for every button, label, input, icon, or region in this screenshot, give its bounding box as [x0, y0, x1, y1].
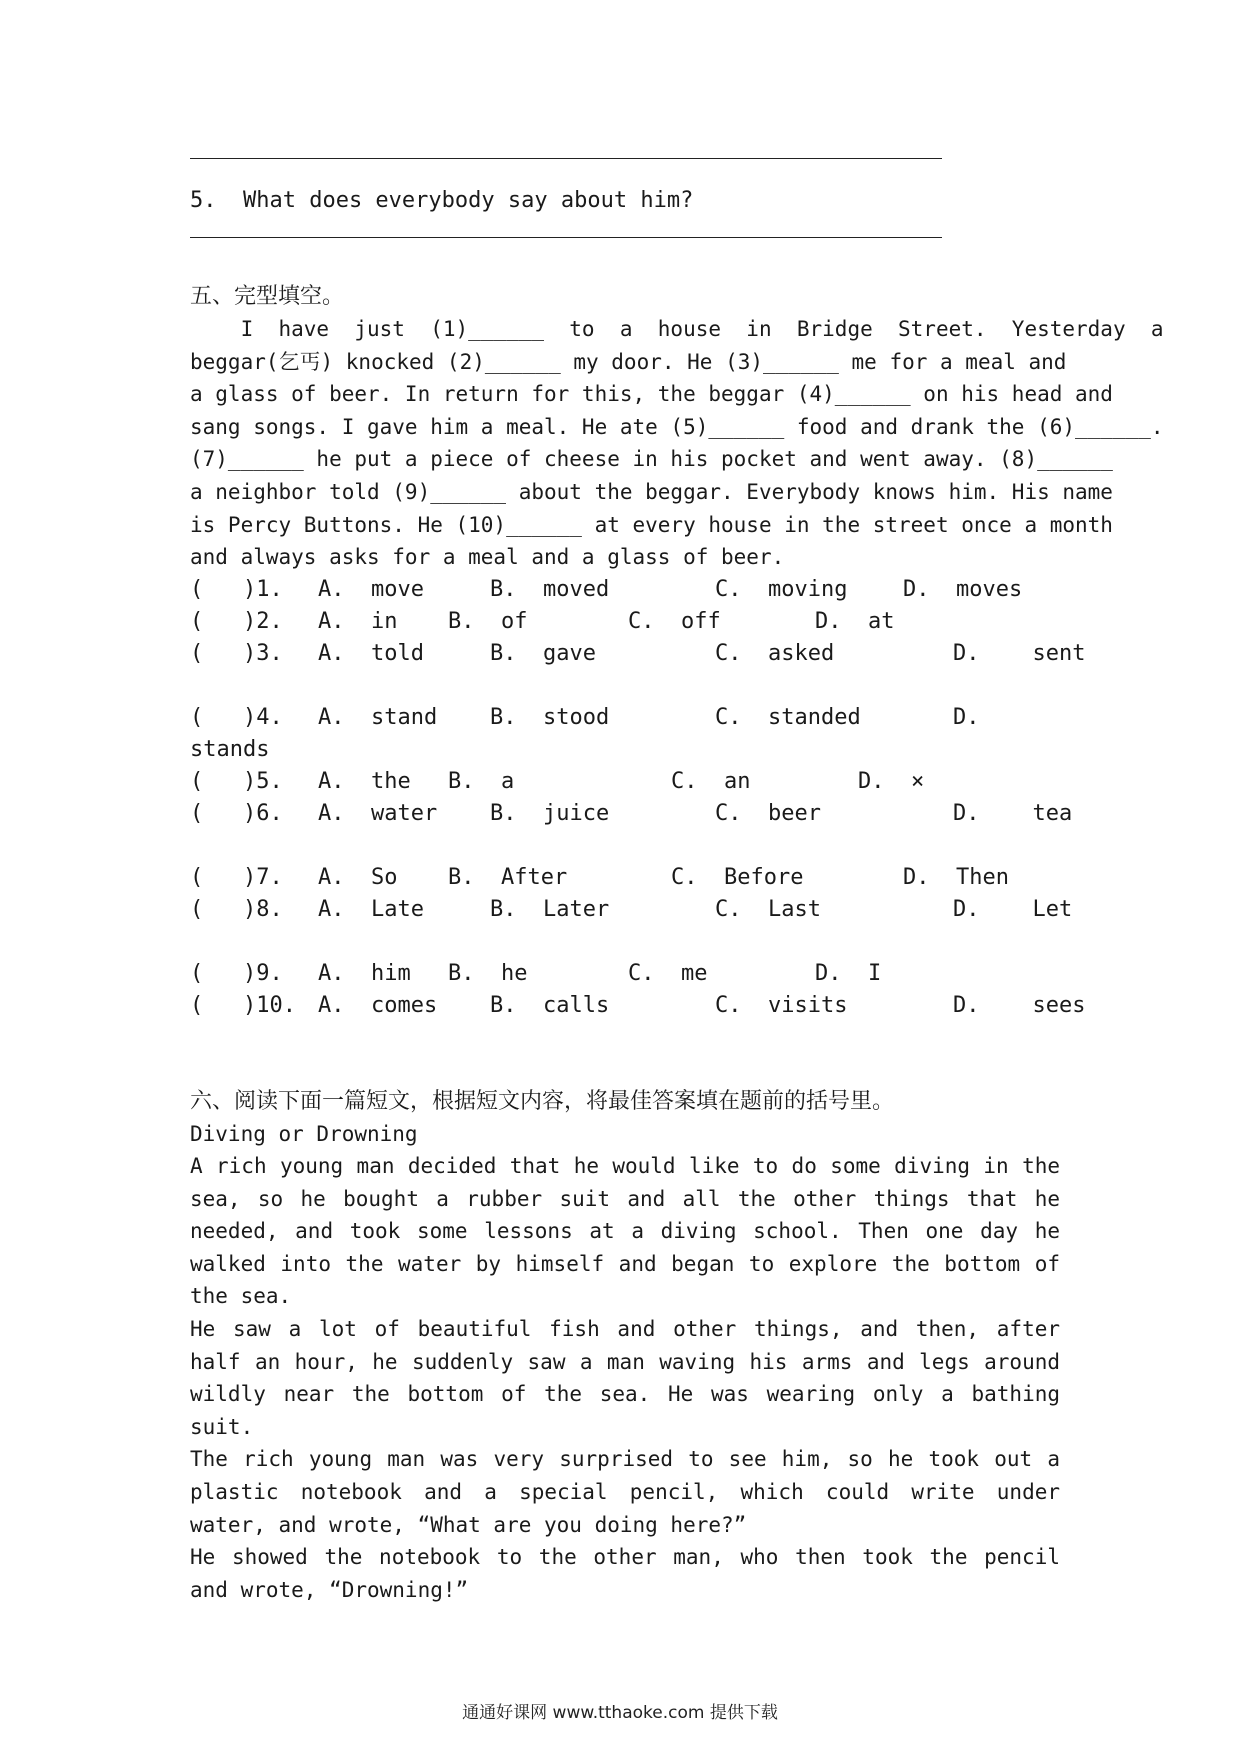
- cloze-passage: [190, 313, 1164, 574]
- option-row-1: [190, 574, 1070, 606]
- option-a: A. him: [318, 961, 411, 986]
- option-b: B. stood: [490, 705, 610, 730]
- option-d: D. I: [815, 961, 882, 986]
- option-b: B. gave: [490, 641, 596, 666]
- answer-bracket[interactable]: ( )1.: [190, 577, 283, 602]
- reading-passage: [190, 1150, 1060, 1606]
- question-5: 5. What does everybody say about him?: [190, 188, 694, 213]
- reading-paragraph: He showed the notebook to the other man, who then took the pencil and wrote, “Drowning!”: [190, 1545, 1060, 1602]
- option-row-4-wrap: [190, 734, 1070, 766]
- passage-line: beggar(乞丐) knocked (2)______ my door. He (3)______ me for a meal and: [190, 349, 1067, 374]
- reading-title: Diving or Drowning: [190, 1122, 418, 1146]
- option-row-3: [190, 638, 1086, 670]
- option-c: C. standed: [715, 705, 861, 730]
- answer-bracket[interactable]: ( )6.: [190, 801, 283, 826]
- answer-bracket[interactable]: ( )8.: [190, 897, 283, 922]
- answer-bracket[interactable]: ( )10.: [190, 993, 296, 1018]
- option-b: B. After: [448, 865, 568, 890]
- option-c: C. off: [628, 609, 721, 634]
- option-a: A. in: [318, 609, 398, 634]
- option-d: D. sent: [953, 641, 1086, 666]
- passage-line: a neighbor told (9)______ about the beggar. Everybody knows him. His name: [190, 479, 1113, 504]
- passage-line: a glass of beer. In return for this, the beggar (4)______ on his head and: [190, 382, 1113, 407]
- section-5-heading: 五、完型填空。: [190, 284, 345, 309]
- option-c: C. Before: [671, 865, 804, 890]
- passage-line: sang songs. I gave him a meal. He ate (5)______ food and drank the (6)______.: [190, 414, 1164, 439]
- answer-bracket[interactable]: ( )9.: [190, 961, 283, 986]
- answer-bracket[interactable]: ( )7.: [190, 865, 283, 890]
- answer-bracket[interactable]: ( )4.: [190, 705, 283, 730]
- passage-line: and always asks for a meal and a glass of beer.: [190, 545, 785, 570]
- option-c: C. moving: [715, 577, 848, 602]
- option-d: D. tea: [953, 801, 1073, 826]
- option-d-wrap: stands: [190, 737, 270, 762]
- option-b: B. Later: [490, 897, 610, 922]
- option-b: B. moved: [490, 577, 610, 602]
- option-a: A. comes: [318, 993, 438, 1018]
- option-a: A. water: [318, 801, 438, 826]
- option-a: A. told: [318, 641, 424, 666]
- option-b: B. a: [448, 769, 515, 794]
- answer-bracket[interactable]: ( )5.: [190, 769, 283, 794]
- option-b: B. of: [448, 609, 528, 634]
- reading-paragraph: The rich young man was very surprised to see him, so he took out a plastic notebook and a special pencil, which could write under water, and wrote, “What are you doing here?”: [190, 1447, 1060, 1537]
- option-d: D. ×: [858, 769, 925, 794]
- option-a: A. stand: [318, 705, 438, 730]
- option-d: D. at: [815, 609, 895, 634]
- option-d: D.: [953, 705, 980, 730]
- option-a: A. the: [318, 769, 411, 794]
- option-row-9: [190, 958, 1070, 990]
- option-row-4: [190, 702, 1070, 734]
- option-row-5: [190, 766, 1070, 798]
- page-footer: 通通好课网 www.tthaoke.com 提供下载: [462, 1703, 778, 1723]
- reading-paragraph: He saw a lot of beautiful fish and other things, and then, after half an hour, he suddenly saw a man waving his arms and legs around wildly near the bottom of the sea. He was wearing only a bathing suit.: [190, 1316, 1060, 1439]
- option-c: C. beer: [715, 801, 821, 826]
- option-row-8: [190, 894, 1073, 926]
- option-a: A. move: [318, 577, 424, 602]
- option-b: B. he: [448, 961, 528, 986]
- option-c: C. visits: [715, 993, 848, 1018]
- reading-paragraph: A rich young man decided that he would like to do some diving in the sea, so he bought a rubber suit and all the other things that he needed, and took some lessons at a diving school. Then one day he walked into the water by himself and began to explore the bottom of the sea.: [190, 1154, 1060, 1309]
- option-row-10: [190, 990, 1086, 1022]
- option-d: D. sees: [953, 993, 1086, 1018]
- answer-bracket[interactable]: ( )3.: [190, 641, 283, 666]
- option-row-6: [190, 798, 1073, 830]
- option-b: B. calls: [490, 993, 610, 1018]
- passage-line: is Percy Buttons. He (10)______ at every house in the street once a month: [190, 512, 1113, 537]
- option-a: A. So: [318, 865, 398, 890]
- option-d: D. Let: [953, 897, 1073, 922]
- option-b: B. juice: [490, 801, 610, 826]
- option-row-2: [190, 606, 1070, 638]
- option-c: C. me: [628, 961, 708, 986]
- passage-line: (7)______ he put a piece of cheese in his pocket and went away. (8)______: [190, 447, 1113, 472]
- option-d: D. Then: [903, 865, 1009, 890]
- option-a: A. Late: [318, 897, 424, 922]
- option-row-7: [190, 862, 1070, 894]
- option-d: D. moves: [903, 577, 1023, 602]
- option-c: C. asked: [715, 641, 835, 666]
- answer-line: [190, 158, 942, 159]
- option-c: C. Last: [715, 897, 821, 922]
- option-c: C. an: [671, 769, 751, 794]
- answer-bracket[interactable]: ( )2.: [190, 609, 283, 634]
- passage-line: I have just (1)______ to a house in Bridge Street. Yesterday a: [190, 317, 1164, 341]
- answer-line: [190, 237, 942, 238]
- section-6-heading: 六、阅读下面一篇短文，根据短文内容，将最佳答案填在题前的括号里。: [190, 1089, 895, 1114]
